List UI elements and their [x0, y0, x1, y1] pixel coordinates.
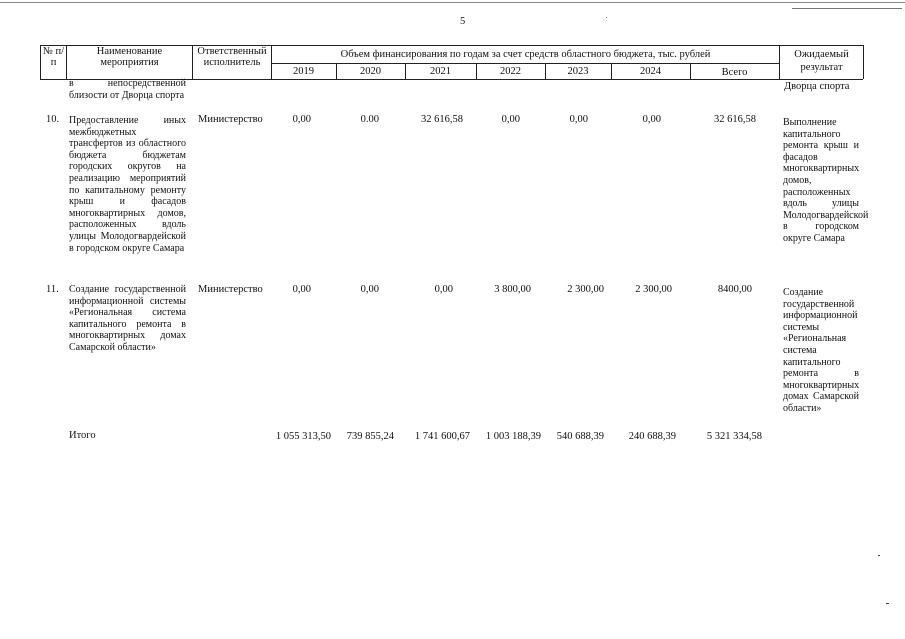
row11-value-2023: 2 300,00 [567, 284, 604, 295]
row10-value-2024: 0,00 [642, 114, 661, 125]
table-right-border [863, 45, 864, 79]
total-value-2020: 739 855,24 [346, 431, 394, 442]
header-year-2021: 2021 [430, 66, 451, 77]
top-edge-rule [0, 2, 905, 3]
row11-value-2020: 0,00 [360, 284, 379, 295]
row10-value-2023: 0,00 [569, 114, 588, 125]
header-year-2022: 2022 [500, 66, 521, 77]
total-value-2023: 540 688,39 [556, 431, 604, 442]
row10-value-2020: 0.00 [360, 114, 379, 125]
scan-speck [878, 555, 880, 556]
years-row-border [271, 63, 779, 64]
row10-value-2021: 32 616,58 [421, 114, 463, 125]
header-year-2024: 2024 [640, 66, 661, 77]
row10-value-2022: 0,00 [501, 114, 520, 125]
continuation-result: Дворца спорта [784, 81, 850, 92]
row11-result: Создание государственной информационной системы «Региональная система капитального ремонта в многоквартирных домах Самарской области» [783, 287, 860, 414]
row10-value-2019: 0,00 [292, 114, 311, 125]
total-label: Итого [69, 430, 96, 441]
row11-total: 8400,00 [717, 284, 752, 295]
header-result: Ожидаемый результат [794, 49, 849, 73]
row11-value-2019: 0,00 [292, 284, 311, 295]
total-value-2022: 1 003 188,39 [485, 431, 541, 442]
page-number: 5 [460, 16, 466, 27]
header-responsible: Ответственный исполнитель [197, 46, 267, 68]
header-year-2019: 2019 [293, 66, 314, 77]
total-value-total: 5 321 334,58 [706, 431, 762, 442]
row11-num: 11. [46, 284, 59, 295]
header-funding: Объем финансирования по годам за счет средств областного бюджета, тыс. рублей [340, 49, 711, 60]
row11-value-2024: 2 300,00 [635, 284, 672, 295]
scan-speck [606, 17, 607, 18]
continuation-name: в непосредственной близости от Дворца спорта [69, 78, 186, 101]
header-total: Всего [721, 67, 748, 78]
row10-total: 32 616,58 [714, 114, 756, 125]
row11-responsible: Министерство [198, 284, 263, 295]
row10-name: Предоставление иных межбюджетных трансфертов из областного бюджета бюджетам городских округов на реализацию мероприятий по капитальному ремонту крыш и фасадов многоквартирных домов, расположенных вдоль улицы Молодогвардейской в городском округе Самара [69, 115, 186, 254]
row10-num: 10. [46, 114, 60, 125]
header-year-2020: 2020 [360, 66, 381, 77]
row11-value-2021: 0,00 [434, 284, 453, 295]
top-right-rule [792, 8, 902, 9]
header-year-2023: 2023 [567, 66, 589, 77]
total-value-2021: 1 741 600,67 [414, 431, 470, 442]
row10-result: Выполнение капитального ремонта крыш и фасадов многоквартирных домов, расположенных вдоль улицы Молодогвардейской в городском округе Самара [783, 117, 869, 244]
scan-speck [886, 603, 889, 604]
header-name: Наименование мероприятия [96, 46, 163, 68]
row11-name: Создание государственной информационной системы «Региональная система капитального ремонта в многоквартирных домах Самарской области» [69, 284, 186, 353]
row11-value-2022: 3 800,00 [494, 284, 531, 295]
total-value-2024: 240 688,39 [628, 431, 676, 442]
total-value-2019: 1 055 313,50 [275, 431, 331, 442]
row10-responsible: Министерство [198, 114, 263, 125]
header-num: № п/п [42, 46, 65, 68]
